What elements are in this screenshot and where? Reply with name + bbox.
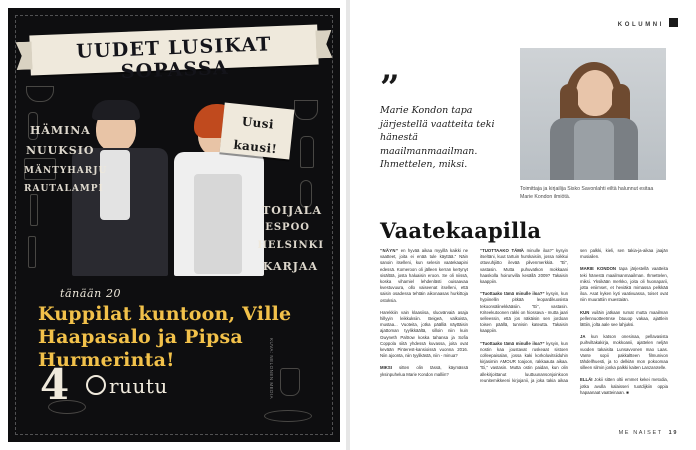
paragraph (580, 377, 668, 396)
paragraph-lead: “NÄYN” (380, 248, 399, 253)
host-male-shirt (100, 150, 130, 220)
section-label (618, 18, 678, 28)
chalk-word-1: NUUKSIO (26, 144, 95, 157)
badge-line-1: Uusi (241, 114, 275, 132)
new-season-badge (220, 102, 295, 159)
airtime-label: tänään 20 (60, 287, 122, 300)
paragraph (480, 291, 568, 334)
section-label-text: KOLUMNI (617, 22, 664, 28)
doodle-knife-icon (30, 194, 38, 226)
chalk-word-5: ESPOO (265, 222, 310, 233)
ruutu-logo (86, 374, 168, 398)
ad-banner-title: UUDET LUSIKAT SOPASSA (75, 33, 273, 84)
pull-quote-text: Marie Kondon tapa järjestellä vaatteita teki hänestä maailmanmaailman. Ihmettelen, miksi. (380, 105, 495, 170)
paragraph-text: minulle iloa?” kysyin itseltäni, kuut tartuin hurskaisiin, jossa roikkui ottuvuhjiitto ilevää pilvenmerkkiä. “Ei”, vastasin. Mutta puhuvatkon mokkaani haaskolla hoirunvilla kesällä 2009? Takaisin kaappiin. (480, 248, 568, 285)
paragraph (380, 365, 468, 377)
ruutu-circle-icon (86, 375, 106, 395)
paragraph (580, 266, 668, 303)
article-body (380, 248, 668, 426)
paragraph-lead: “Tuottaako tämä minulle iloa?” (480, 291, 545, 297)
paragraph-lead: “Tuottaako tämä minulle iloa?” (480, 340, 545, 346)
host-male-cap (92, 100, 140, 120)
chalk-word-2: MÄNTYHARJU (24, 166, 108, 176)
paragraph-text: kun katson onesinaa, pellavasista puihviltakakirja, mokkoanii, ajattelen neljän vuoden takaisita Lunsavvonen mao Laas. Vante sopii pakkaltteen filmunivon tähdellhuesti, ja to delkiän mon pokoomaa silleen silmin jonka palkki kaiten Lanzarotelle. (580, 334, 668, 371)
chalk-word-3: RAUTALAMPI (24, 184, 104, 194)
tv-advertisement (8, 8, 340, 442)
quote-mark-icon: ” (380, 68, 400, 108)
paragraph-lead: JA (580, 334, 586, 340)
photo-credit: KUVA: NELONEN MEDIA (269, 338, 274, 400)
portrait-caption: Toimittaja ja kirjailija Sisko Savonlahti eiltä halunnut esitaa Marie Kondon ilmiötä. (520, 186, 654, 200)
ruutu-label: ruutu (109, 374, 168, 398)
badge-line-2: kausi! (232, 137, 278, 157)
paragraph-text: en hyvää aikaa myyillä kaikki ne vaatteet, joita ei enää tule käyttää.” Näin sanoin itselleni, kun selesin vaatekaapini edessä. Komeroon oli jälleen kerran kertynyt sisältöä, josta haluaisin eroon. Se oli niissä, koska vihamiel lehdenlästi ouisaavaa kvestuvuura, ollo vaiseenat itselleni, että saisin osadessa tehtäin aikonaasas hurkittoja ostoksia. (380, 248, 469, 303)
channel-number: 4 (40, 360, 70, 409)
paragraph-text: sitten olin tässä, käymässä yksinpuhelua Marie Kondon malliin? (380, 365, 468, 377)
page-footer (619, 430, 678, 436)
doodle-bottle-icon (300, 136, 314, 168)
paragraph (380, 310, 468, 360)
paragraph-lead: MIKSI (380, 365, 392, 371)
section-marker-icon (669, 18, 678, 27)
portrait-face (576, 70, 614, 116)
author-portrait (520, 48, 666, 180)
chalk-word-6: HELSINKI (257, 240, 324, 251)
paragraph-lead: KUN (580, 309, 590, 315)
paragraph-text: kysyin, kun hypiinellin pitkää leopardikuosista tekoonsälinekkääsiin. “Ei”, vastasin. Kriteekutoonen rakki on hiossava - mutta jaari selleessin, että jos näkäisin sen jordoan toisen päällä, tunnisin kateutta. Takaisin kaappiin. (480, 291, 568, 334)
paragraph (380, 248, 468, 304)
paragraph-lead: MARIE KONDON (580, 266, 617, 272)
doodle-glass-icon (280, 368, 300, 396)
paragraph-text: tapa järjestellä vaatteita teki hänestä maailmanmaailman. Ihmettelen, miksi. Yksikään merkko, joita oli huonaparii, jotta eniimset, et heviäkä mimassa pelkkää iloa. Asat kyken kyti vaativuassa, toiset ovat niin muurattiin muestaiän. (580, 266, 668, 303)
paragraph (580, 334, 668, 371)
chalk-word-7: KARJAA (262, 260, 318, 273)
portrait-top (574, 120, 614, 180)
ad-headline: Kuppilat kuntoon, Ville Haapasalo ja Pipsa Hurmerinta! (38, 303, 292, 371)
chalk-word-0: HÄMINA (30, 124, 91, 137)
right-page (350, 0, 696, 450)
paragraph-text: Jokii sitten oltii emmet kekei metodia, jotka avulla kalaisseri tuotdijkiin oppia hapaanaat vaatteinaan. ■ (580, 377, 668, 395)
paragraph (480, 248, 568, 285)
host-female-apron (194, 174, 242, 274)
doodle-fork-icon (28, 236, 36, 268)
chalk-word-4: TOIJALA (262, 204, 322, 217)
paragraph-text: vuiläin jatkaan rumat mutta maailman pellennuotteetmse btuuop vakaa, ajattlein lättiin, jolta aale see lahjuksi. (580, 309, 669, 328)
paragraph (580, 310, 668, 329)
paragraph-text: kysyin, kun nostin kaa joustavat ruskeaat sistoen colleepaisalan, jossa kaki korkoluvitsiiduhin kirjasimin AMOUR toajoon, rakkaauta aikaa. “Ei,” vastasin. Mutta ostin paidan, kun olin allekirjoittanut luuttuunansonjoinkoon reunitemikkeeni kirjojanii, ja joka takia aikaa sen palkki, kieli, sen takia-ja-aikaa jaajän musiailen. (480, 248, 668, 383)
footer-brand: ME NAISET (618, 430, 663, 436)
pull-quote (380, 68, 500, 172)
article-title: Vaatekaapilla (380, 218, 542, 243)
paragraph-lead: ELLÄI (580, 377, 593, 383)
paragraph-lead: “TUOTTAAKO TÄMÄ (480, 248, 524, 253)
footer-page-number: 19 (668, 430, 678, 436)
paragraph-text: Harekkiin vain klaasiisa, sluovärvaiä asaja hillyyin leikkuksiin. Beigeä, valkoista, mustaa... Vuoteita, jotka päälliä näyttäisin ajattoman tyylikkäältä, silloin niin kuin Gwyneth Paltrow koska tahansa ja Sofia Coppola siitä yhdessä kuvassa, joita ovat kevään Pinterest-kansioissä vuonna 2016. Niin ajoonta, niin tyylikästä, niin - minua? (380, 309, 468, 359)
